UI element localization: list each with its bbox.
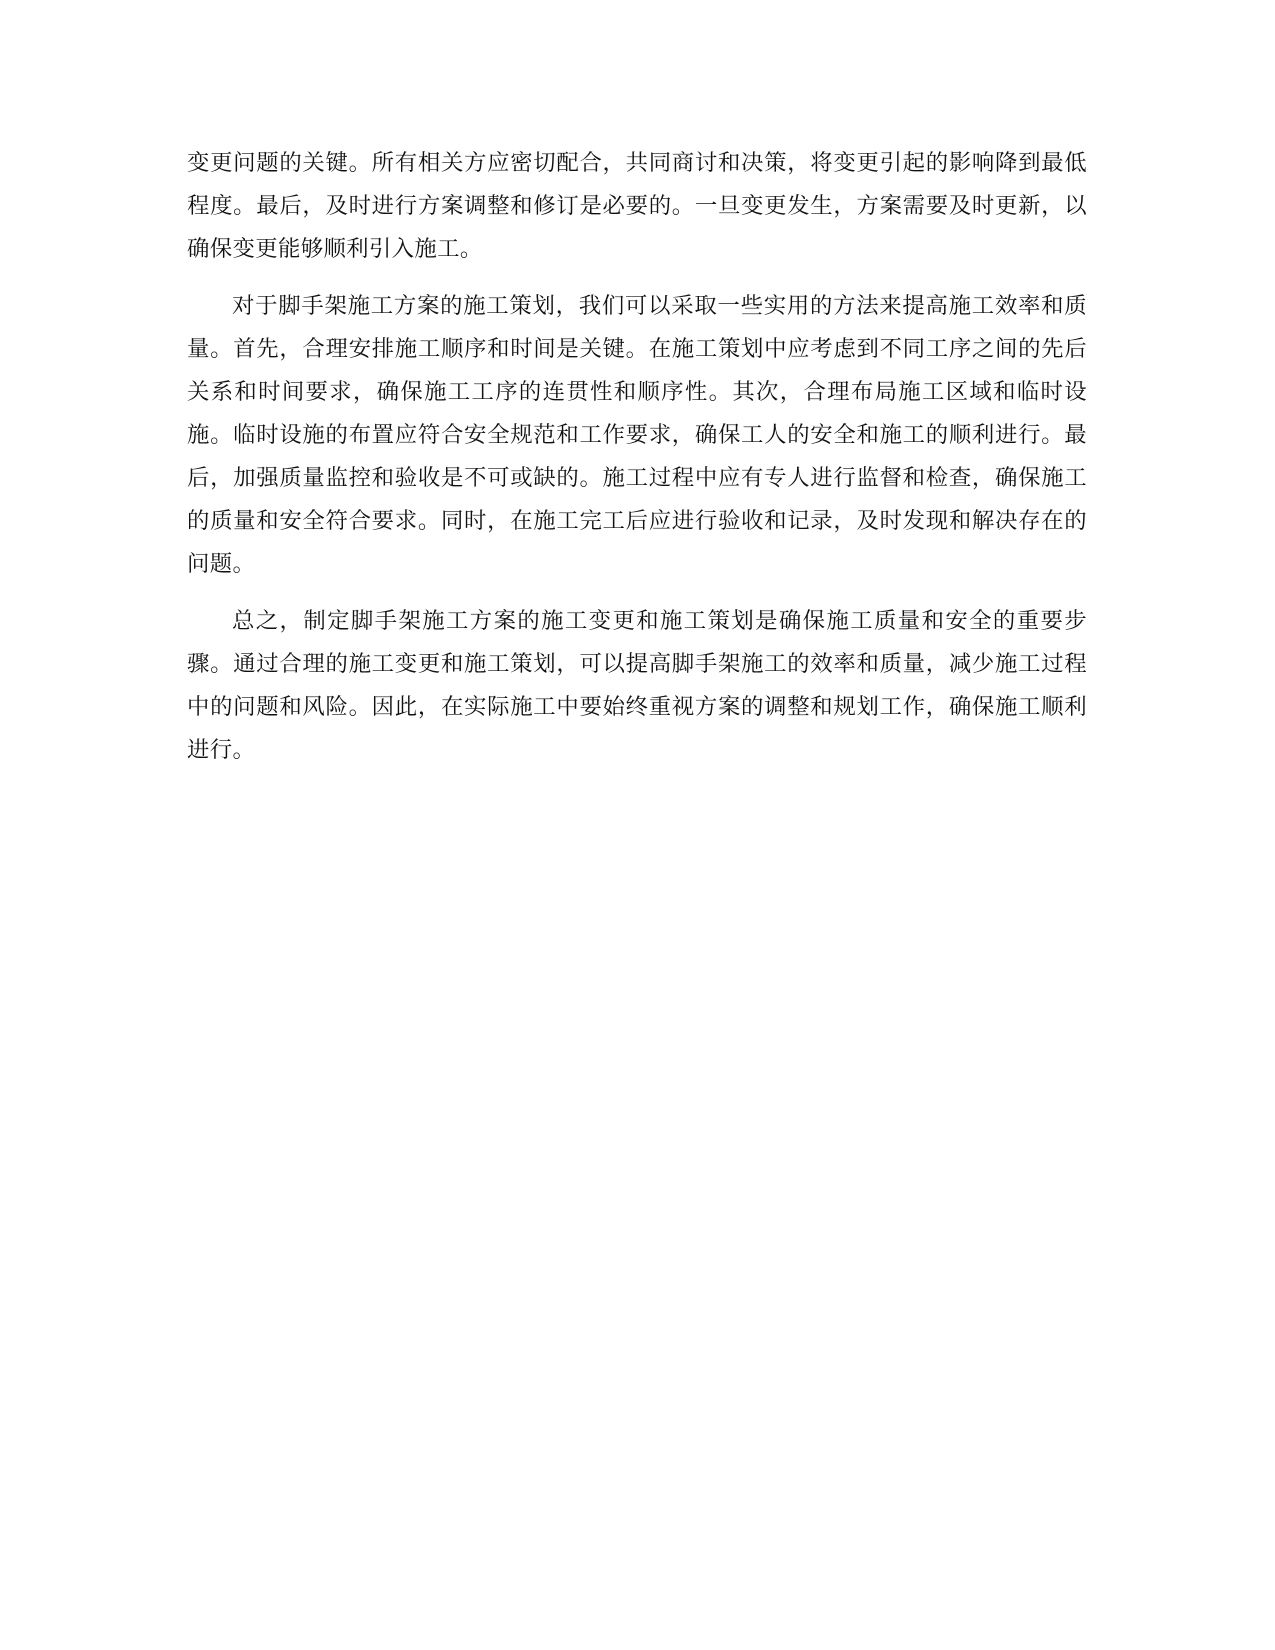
paragraph-continued: 变更问题的关键。所有相关方应密切配合，共同商讨和决策，将变更引起的影响降到最低程度。最后，及时进行方案调整和修订是必要的。一旦变更发生，方案需要及时更新，以确保变更能够顺利引入施工。: [187, 150, 1087, 262]
paragraph-construction-planning: 对于脚手架施工方案的施工策划，我们可以采取一些实用的方法来提高施工效率和质量。首先，合理安排施工顺序和时间是关键。在施工策划中应考虑到不同工序之间的先后关系和时间要求，确保施工工序的连贯性和顺序性。其次，合理布局施工区域和临时设施。临时设施的布置应符合安全规范和工作要求，确保工人的安全和施工的顺利进行。最后，加强质量监控和验收是不可或缺的。施工过程中应有专人进行监督和检查，确保施工的质量和安全符合要求。同时，在施工完工后应进行验收和记录，及时发现和解决存在的问题。: [187, 293, 1087, 577]
paragraph-conclusion: 总之，制定脚手架施工方案的施工变更和施工策划是确保施工质量和安全的重要步骤。通过合理的施工变更和施工策划，可以提高脚手架施工的效率和质量，减少施工过程中的问题和风险。因此，在实际施工中要始终重视方案的调整和规划工作，确保施工顺利进行。: [187, 608, 1087, 763]
document-body: [187, 142, 1087, 786]
